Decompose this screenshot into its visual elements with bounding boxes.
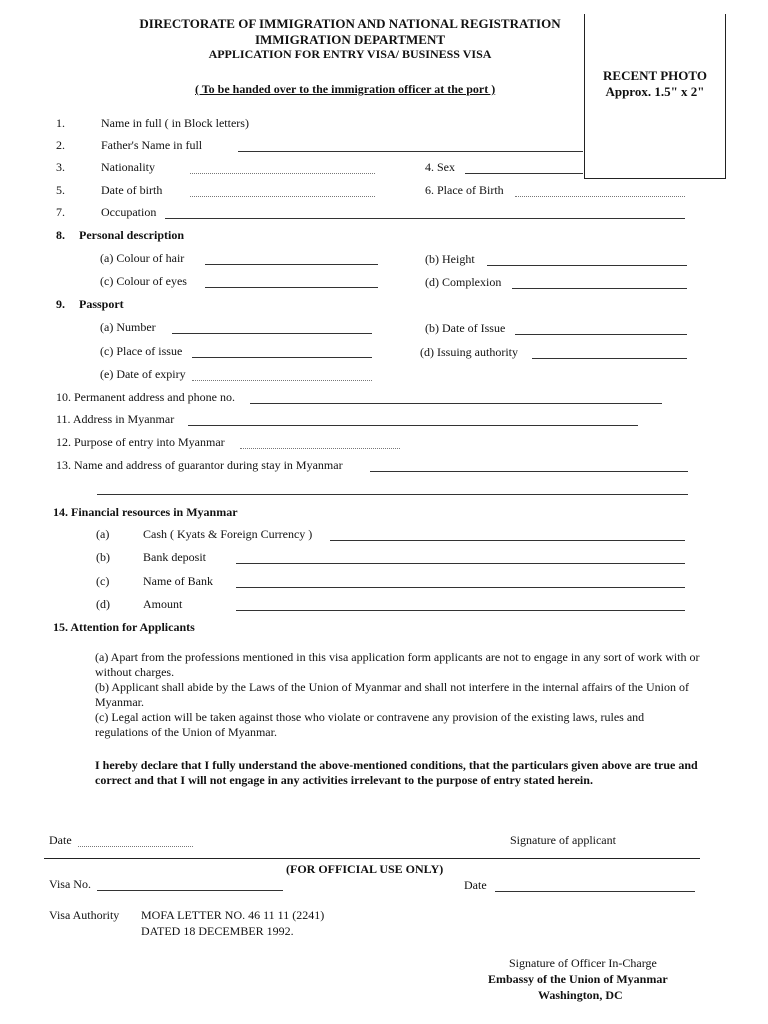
eye-colour-label: (c) Colour of eyes — [100, 274, 187, 288]
purpose-of-entry-label: 12. Purpose of entry into Myanmar — [56, 435, 225, 449]
place-of-issue-label: (c) Place of issue — [100, 344, 183, 358]
field-8-number: 8. — [56, 228, 65, 242]
official-date-label: Date — [464, 878, 487, 892]
guarantor-field-line-2[interactable] — [97, 494, 688, 495]
height-field[interactable] — [487, 265, 687, 266]
application-title: APPLICATION FOR ENTRY VISA/ BUSINESS VISA — [208, 47, 492, 61]
cash-tag: (a) — [96, 527, 110, 541]
complexion-field[interactable] — [512, 288, 687, 289]
bank-name-label: Name of Bank — [143, 574, 213, 588]
bank-deposit-tag: (b) — [96, 550, 110, 564]
height-label: (b) Height — [425, 252, 475, 266]
permanent-address-field[interactable] — [250, 403, 662, 404]
issuing-authority-field[interactable] — [532, 358, 687, 359]
photo-box — [584, 14, 726, 179]
official-use-heading: (FOR OFFICIAL USE ONLY) — [286, 862, 444, 876]
eye-colour-field[interactable] — [205, 287, 378, 288]
embassy-name: Embassy of the Union of Myanmar — [488, 972, 668, 986]
date-field[interactable] — [78, 846, 193, 847]
date-of-expiry-label: (e) Date of expiry — [100, 367, 186, 381]
name-label: Name in full ( in Block letters) — [101, 116, 249, 130]
nationality-field[interactable] — [190, 173, 375, 174]
financial-resources-heading: 14. Financial resources in Myanmar — [53, 505, 238, 519]
amount-label: Amount — [143, 597, 183, 611]
amount-tag: (d) — [96, 597, 110, 611]
purpose-of-entry-field[interactable] — [240, 448, 400, 449]
field-9-number: 9. — [56, 297, 65, 311]
attention-item-b: (b) Applicant shall abide by the Laws of the Union of Myanmar and shall not interfere in the internal affairs of the Union of Myanmar. — [95, 680, 689, 709]
date-of-expiry-field[interactable] — [192, 380, 372, 381]
bank-deposit-field[interactable] — [236, 563, 685, 564]
guarantor-label: 13. Name and address of guarantor during stay in Myanmar — [56, 458, 343, 472]
passport-heading: Passport — [79, 297, 124, 311]
visa-authority-letter: MOFA LETTER NO. 46 11 11 (2241) — [141, 908, 325, 922]
passport-number-label: (a) Number — [100, 320, 156, 334]
occupation-label: Occupation — [101, 205, 157, 219]
declaration-text: I hereby declare that I fully understand the above-mentioned conditions, that the particulars given above are true and correct and that I will not engage in any activities irrelevant to the purpose of entry stated herein. — [95, 758, 698, 787]
photo-label: RECENT PHOTO — [603, 68, 707, 83]
department-title: IMMIGRATION DEPARTMENT — [254, 32, 446, 47]
applicant-signature-label: Signature of applicant — [510, 833, 616, 847]
fathers-name-field[interactable] — [238, 151, 583, 152]
field-2-number: 2. — [56, 138, 65, 152]
visa-no-label: Visa No. — [49, 877, 91, 891]
fathers-name-label: Father's Name in full — [101, 138, 203, 152]
bank-name-tag: (c) — [96, 574, 110, 588]
myanmar-address-label: 11. Address in Myanmar — [56, 412, 175, 426]
cash-label: Cash ( Kyats & Foreign Currency ) — [143, 527, 313, 541]
place-of-birth-field[interactable] — [515, 196, 685, 197]
place-of-birth-label: 6. Place of Birth — [425, 183, 504, 197]
passport-number-field[interactable] — [172, 333, 372, 334]
sex-label: 4. Sex — [425, 160, 455, 174]
attention-item-a: (a) Apart from the professions mentioned in this visa application form applicants are not to engage in any sort of work with or without charges. — [95, 650, 700, 679]
nationality-label: Nationality — [101, 160, 155, 174]
photo-size: Approx. 1.5" x 2" — [605, 84, 705, 99]
amount-field[interactable] — [236, 610, 685, 611]
official-date-field[interactable] — [495, 891, 695, 892]
official-divider — [44, 858, 700, 859]
form-title: DIRECTORATE OF IMMIGRATION AND NATIONAL REGISTRATION — [139, 16, 561, 31]
visa-authority-date: DATED 18 DECEMBER 1992. — [141, 924, 294, 938]
visa-no-field[interactable] — [97, 890, 283, 891]
myanmar-address-field[interactable] — [188, 425, 638, 426]
embassy-location: Washington, DC — [538, 988, 623, 1002]
date-of-birth-field[interactable] — [190, 196, 375, 197]
field-5-number: 5. — [56, 183, 65, 197]
handover-instruction: ( To be handed over to the immigration officer at the port ) — [195, 82, 496, 96]
officer-signature-label: Signature of Officer In-Charge — [509, 956, 657, 970]
field-7-number: 7. — [56, 205, 65, 219]
field-1-number: 1. — [56, 116, 65, 130]
date-of-issue-field[interactable] — [515, 334, 687, 335]
hair-colour-field[interactable] — [205, 264, 378, 265]
attention-item-c: (c) Legal action will be taken against those who violate or contravene any provision of the existing laws, rules and regulations of the Union of Myanmar. — [95, 710, 645, 739]
cash-field[interactable] — [330, 540, 685, 541]
complexion-label: (d) Complexion — [425, 275, 502, 289]
occupation-field[interactable] — [165, 218, 685, 219]
date-label: Date — [49, 833, 72, 847]
sex-field[interactable] — [465, 173, 583, 174]
date-of-issue-label: (b) Date of Issue — [425, 321, 506, 335]
visa-authority-label: Visa Authority — [49, 908, 120, 922]
issuing-authority-label: (d) Issuing authority — [420, 345, 518, 359]
date-of-birth-label: Date of birth — [101, 183, 163, 197]
personal-description-heading: Personal description — [79, 228, 184, 242]
bank-deposit-label: Bank deposit — [143, 550, 206, 564]
place-of-issue-field[interactable] — [192, 357, 372, 358]
bank-name-field[interactable] — [236, 587, 685, 588]
field-3-number: 3. — [56, 160, 65, 174]
guarantor-field[interactable] — [370, 471, 688, 472]
attention-heading: 15. Attention for Applicants — [53, 620, 195, 634]
hair-colour-label: (a) Colour of hair — [100, 251, 185, 265]
permanent-address-label: 10. Permanent address and phone no. — [56, 390, 235, 404]
